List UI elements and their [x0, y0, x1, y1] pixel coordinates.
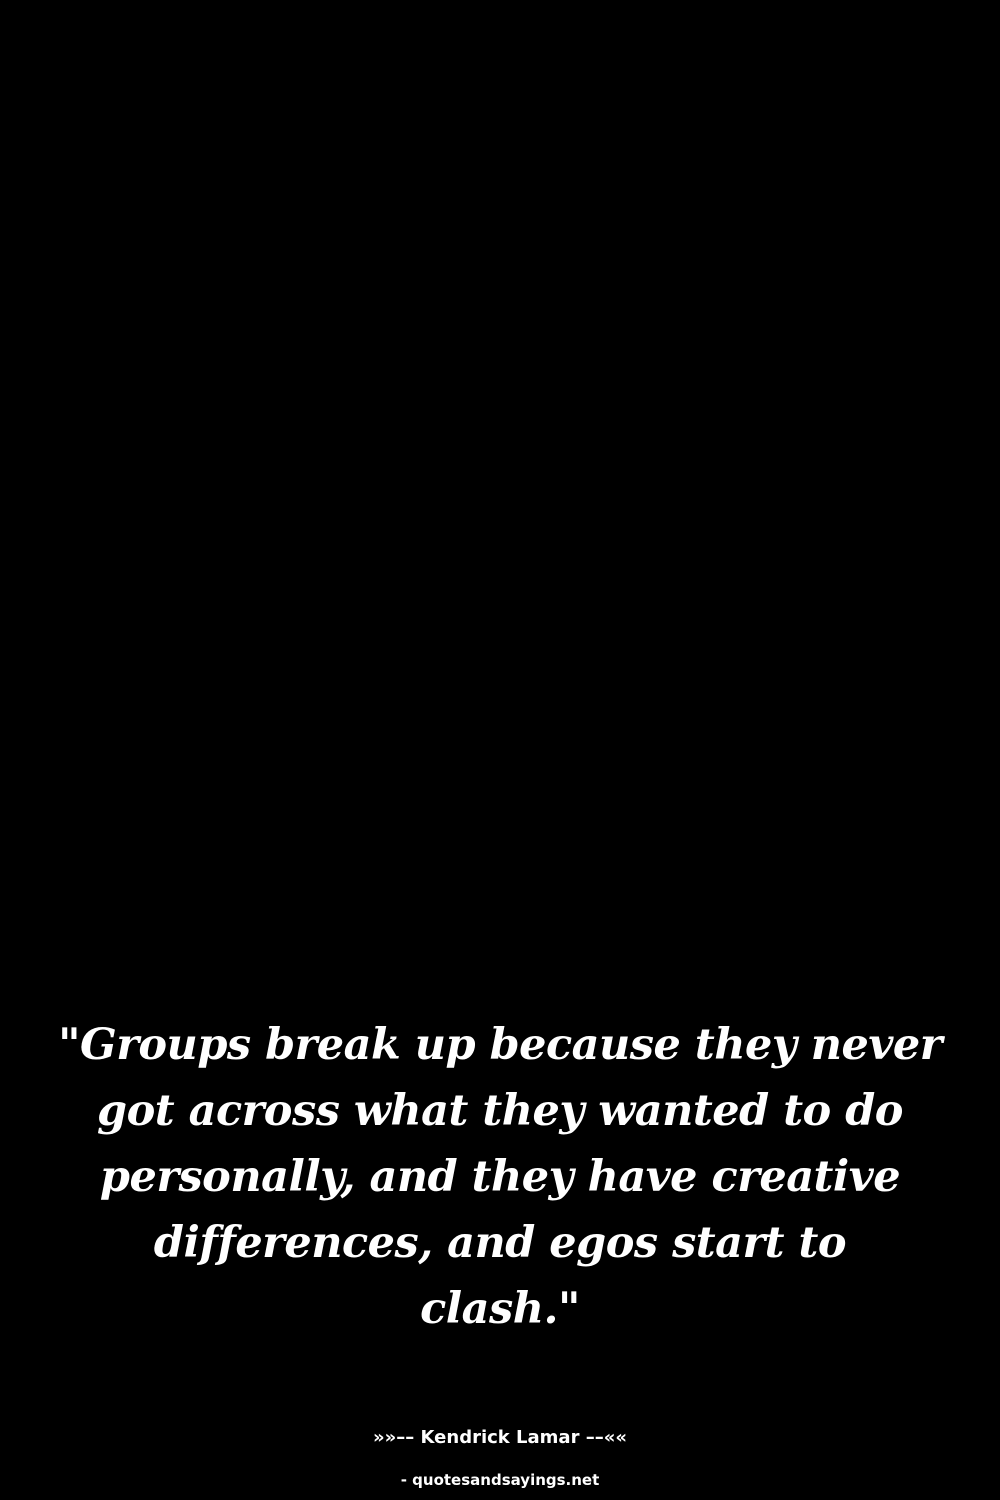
quote-line-4: differences, and egos start to — [153, 1218, 847, 1268]
quote-line-1: "Groups break up because they never — [58, 1020, 942, 1070]
author-attribution: »»–– Kendrick Lamar ––«« — [373, 1427, 627, 1448]
source-credit: - quotesandsayings.net — [400, 1471, 600, 1489]
quote-line-3: personally, and they have creative — [99, 1152, 901, 1202]
quote-line-5: clash." — [420, 1284, 580, 1334]
quote-text — [40, 1012, 960, 1342]
quote-line-2: got across what they wanted to do — [97, 1086, 903, 1136]
